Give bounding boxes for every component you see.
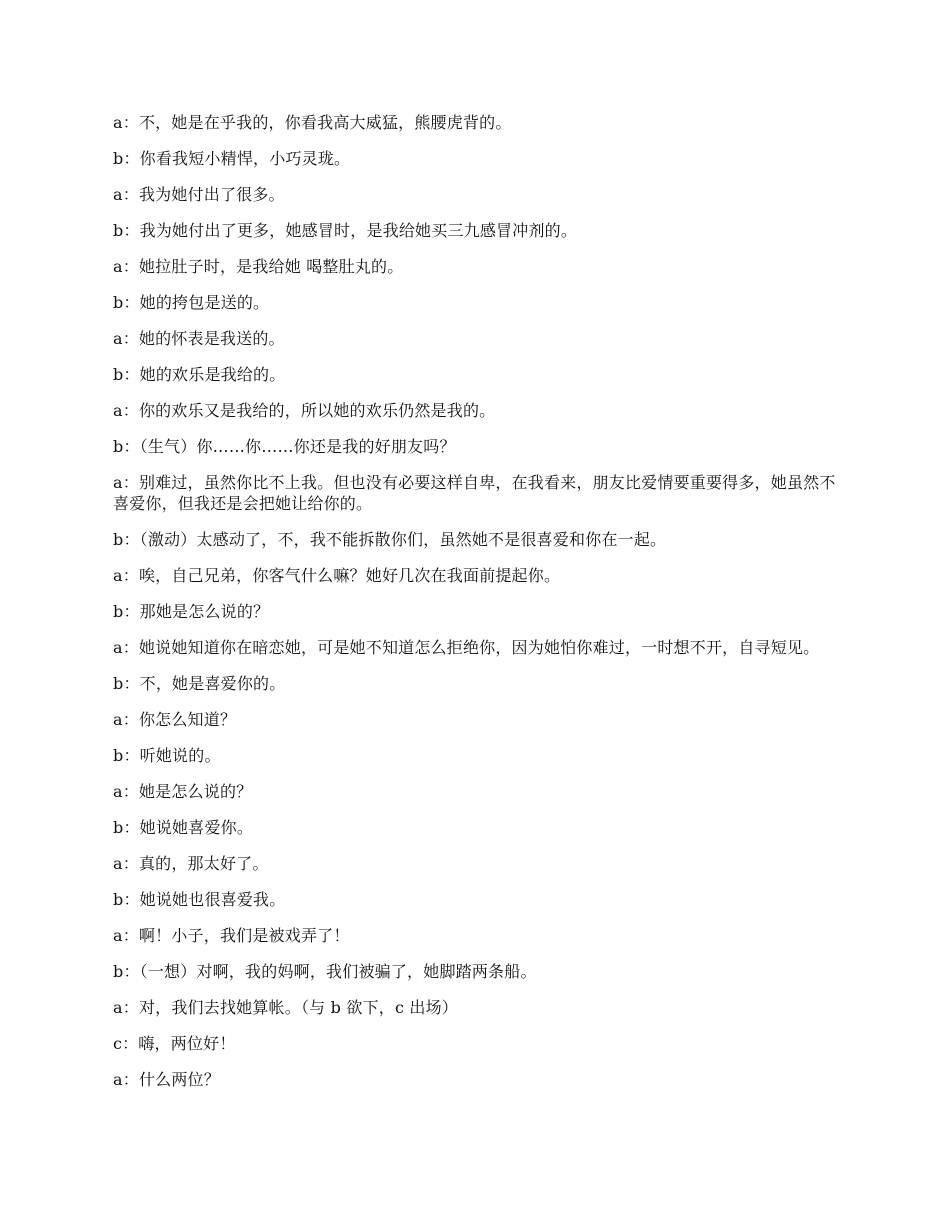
dialogue-line: b：她说她喜爱你。 (113, 818, 254, 838)
dialogue-body (113, 112, 838, 1105)
dialogue-line: b：不，她是喜爱你的。 (113, 674, 286, 694)
dialogue-line: b：（一想）对啊，我的妈啊，我们被骗了，她脚踏两条船。 (113, 962, 537, 982)
dialogue-line: a：别难过，虽然你比不上我。但也没有必要这样自卑，在我看来，朋友比爱情要重要得多，她虽然不喜爱你，但我还是会把她让给你的。 (113, 473, 836, 514)
dialogue-line: a：她的怀表是我送的。 (113, 329, 285, 348)
dialogue-line: b：（激动）太感动了，不，我不能拆散你们，虽然她不是很喜爱和你在一起。 (113, 530, 667, 550)
dialogue-line: a：你怎么知道？ (113, 710, 237, 730)
dialogue-line: b：（生气）你……你……你还是我的好朋友吗？ (113, 437, 456, 456)
dialogue-line: a：唉，自己兄弟，你客气什么嘛？她好几次在我面前提起你。 (113, 566, 561, 586)
dialogue-line: a：啊！小子，我们是被戏弄了！ (113, 926, 350, 946)
dialogue-line: a：什么两位？ (113, 1070, 220, 1090)
dialogue-line: b：她的欢乐是我给的。 (113, 365, 286, 384)
dialogue-line: a：对，我们去找她算帐。（与 b 欲下，c 出场） (113, 998, 459, 1018)
dialogue-line: b：她的挎包是送的。 (113, 293, 270, 312)
dialogue-line: a：她是怎么说的？ (113, 782, 253, 802)
dialogue-line: b：那她是怎么说的？ (113, 602, 270, 622)
dialogue-line: b：听她说的。 (113, 746, 221, 766)
dialogue-line: a：不，她是在乎我的，你看我高大威猛，熊腰虎背的。 (113, 113, 512, 132)
dialogue-line: b：我为她付出了更多，她感冒时，是我给她买三九感冒冲剂的。 (113, 221, 578, 240)
dialogue-line: a：真的，那太好了。 (113, 854, 269, 874)
dialogue-line: b：你看我短小精悍，小巧灵珑。 (113, 149, 351, 168)
dialogue-line: a：她拉肚子时，是我给她 喝整肚丸的。 (113, 257, 404, 276)
dialogue-line: c：嗨，两位好！ (113, 1034, 236, 1054)
dialogue-line: a：她说她知道你在暗恋她，可是她不知道怎么拒绝你，因为她怕你难过，一时想不开，自寻短见。 (113, 638, 820, 658)
dialogue-line: a：我为她付出了很多。 (113, 185, 285, 204)
dialogue-line: b：她说她也很喜爱我。 (113, 890, 286, 910)
dialogue-line: a：你的欢乐又是我给的，所以她的欢乐仍然是我的。 (113, 401, 496, 420)
